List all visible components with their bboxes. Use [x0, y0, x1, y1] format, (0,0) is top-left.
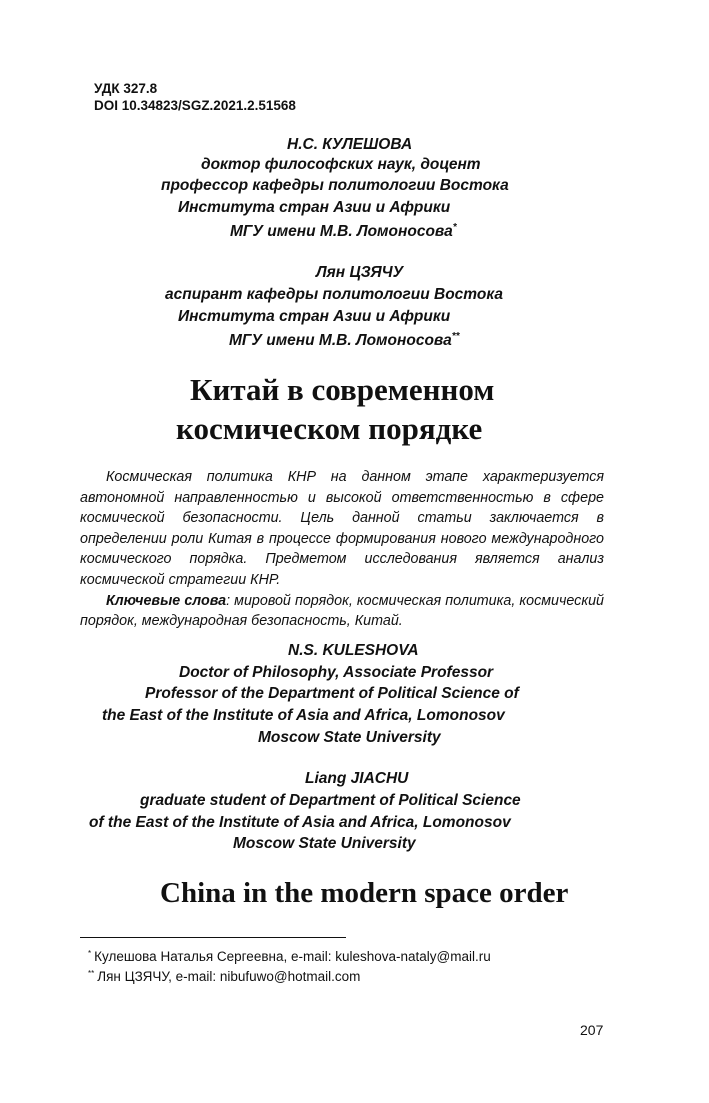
author-1-institute-ru: Института стран Азии и Африки [178, 199, 451, 216]
author-2-institute-en: of the East of the Institute of Asia and Africa, Lomonosov [89, 814, 511, 831]
author-1-position-ru: профессор кафедры политологии Востока [161, 177, 509, 194]
udk-code: УДК 327.8 [94, 81, 158, 96]
abstract [80, 467, 604, 632]
footnote-mark: ** [451, 331, 460, 342]
author-2-university-en: Moscow State University [233, 835, 416, 852]
author-1-university-ru: МГУ имени М.В. Ломоносова* [230, 222, 457, 240]
keywords-label: Ключевые слова [106, 592, 227, 609]
author-1-university-en: Moscow State University [258, 729, 441, 746]
article-title-ru-line-2: космическом порядке [176, 411, 483, 446]
article-title-en: China in the modern space order [160, 877, 569, 909]
doi: DOI 10.34823/SGZ.2021.2.51568 [94, 98, 296, 113]
keywords [80, 591, 604, 632]
footnote-1-text: Кулешова Наталья Сергеевна, e-mail: kuleshova-nataly@mail.ru [94, 949, 491, 964]
footnote-2 [88, 969, 360, 984]
author-1-degree-ru: доктор философских наук, доцент [201, 156, 481, 173]
footnote-2-mark: ** [88, 969, 95, 978]
page-number: 207 [580, 1022, 604, 1038]
footnote-1 [88, 949, 491, 964]
author-2-position-ru: аспирант кафедры политологии Востока [165, 286, 504, 303]
author-2-name-ru: Лян ЦЗЯЧУ [316, 264, 404, 281]
author-2-name-en: Liang JIACHU [305, 770, 409, 787]
footnote-2-text: Лян ЦЗЯЧУ, e-mail: nibufuwo@hotmail.com [97, 969, 361, 984]
author-1-name-en: N.S. KULESHOVA [288, 642, 419, 659]
article-title-ru-line-1: Китай в современном [190, 372, 495, 407]
footnote-1-mark: * [88, 949, 92, 958]
author-1-institute-en: the East of the Institute of Asia and Africa, Lomonosov [102, 707, 505, 724]
abstract-text: Космическая политика КНР на данном этапе характеризуется автономной направленностью и высокой ответственностью в сфере космической безопасности. Цель данной статьи заключается в определении роли Китая в процессе формирования нового международного космического порядка. Предметом исследования является анализ космической стратегии КНР. [80, 469, 604, 588]
footnote-mark: * [452, 222, 457, 233]
author-1-degree-en: Doctor of Philosophy, Associate Professor [179, 664, 494, 681]
author-1-position-en: Professor of the Department of Political Science of [145, 685, 519, 702]
keywords-list: : мировой порядок, космическая политика, космический порядок, международная безопасность, Китай. [80, 592, 604, 630]
author-2-university-ru: МГУ имени М.В. Ломоносова** [229, 331, 460, 349]
author-2-position-en: graduate student of Department of Political Science [140, 792, 521, 809]
author-1-name-ru: Н.С. КУЛЕШОВА [287, 136, 413, 153]
author-2-institute-ru: Института стран Азии и Африки [178, 308, 451, 325]
footnote-divider [80, 937, 346, 938]
